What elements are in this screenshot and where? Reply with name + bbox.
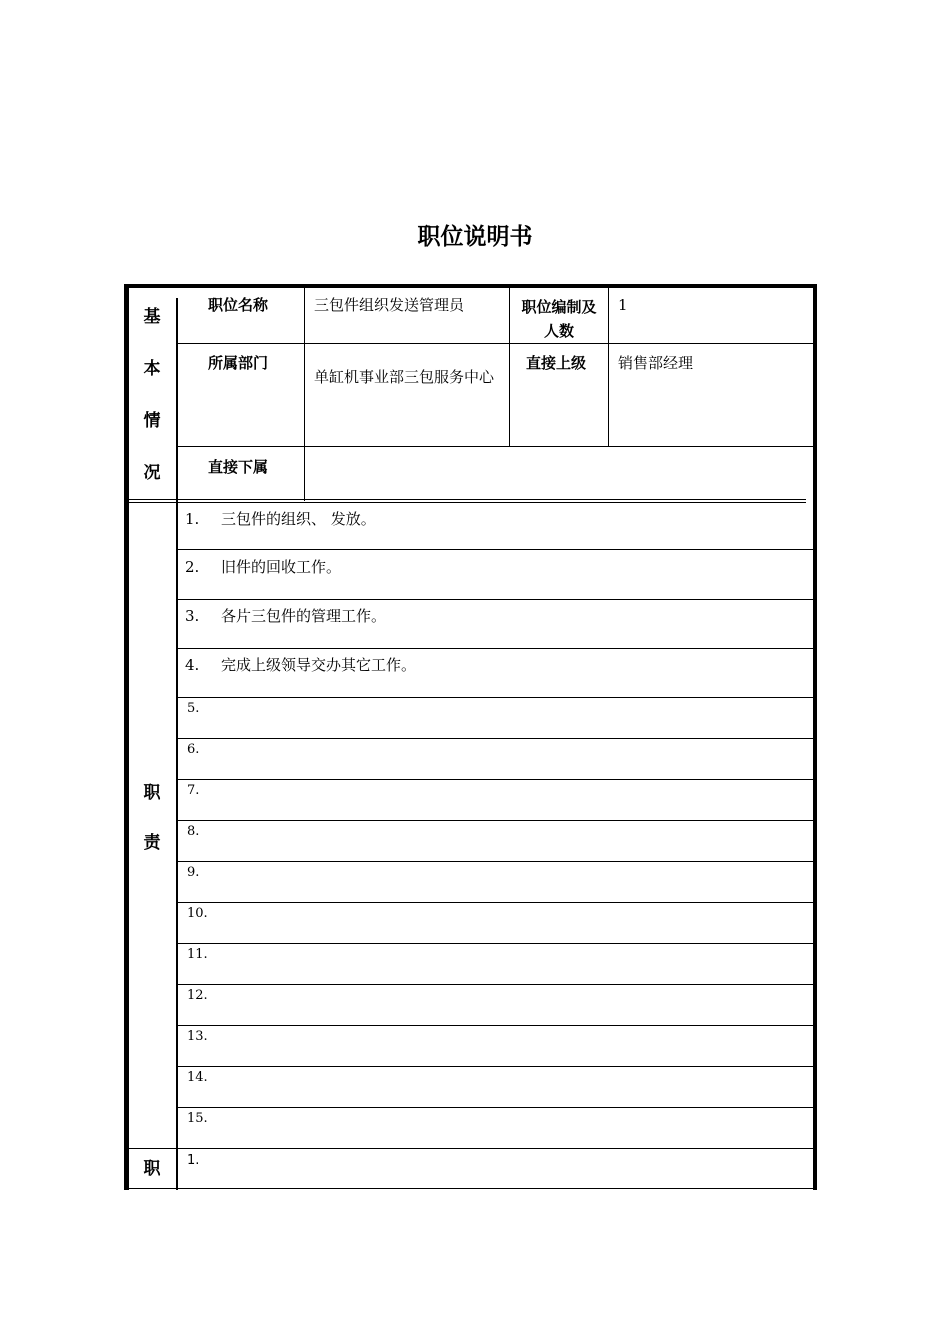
basic-col-divider-2 <box>509 288 510 447</box>
duty-number: 15. <box>187 1111 208 1126</box>
label-column-divider <box>176 298 178 1190</box>
duty-divider <box>177 648 813 649</box>
document-title: 职位说明书 <box>417 224 533 250</box>
position-name-value: 三包件组织发送管理员 <box>314 296 465 314</box>
department-label: 所属部门 <box>208 354 269 372</box>
side-char: 职 <box>143 783 161 803</box>
next-section-label: 职 <box>143 1159 161 1179</box>
department-value: 单缸机事业部三包服务中心 <box>314 368 495 386</box>
duty-number: 2. <box>185 558 200 576</box>
table-left-border <box>124 284 129 1190</box>
superior-label: 直接上级 <box>526 354 587 372</box>
headcount-value: 1 <box>618 296 628 314</box>
duty-divider <box>177 549 813 550</box>
duty-item <box>185 605 386 626</box>
subordinate-label: 直接下属 <box>208 458 269 476</box>
duty-number: 8. <box>187 824 200 839</box>
duty-number: 12. <box>187 988 208 1003</box>
duty-divider <box>177 1066 813 1067</box>
duty-number: 13. <box>187 1029 208 1044</box>
next-section-first-item: 1. <box>187 1153 200 1168</box>
section-divider-a <box>129 499 806 500</box>
duty-number: 5. <box>187 701 200 716</box>
duty-number: 11. <box>187 947 208 962</box>
job-description-table <box>124 284 817 1190</box>
duty-item <box>185 508 376 529</box>
duty-number: 4. <box>185 656 200 674</box>
side-char: 况 <box>143 463 161 483</box>
section-divider-next <box>129 1148 813 1149</box>
duty-text: 三包件的组织、 发放。 <box>221 510 376 528</box>
duty-text: 各片三包件的管理工作。 <box>221 607 387 625</box>
position-name-label: 职位名称 <box>208 296 269 314</box>
side-char: 责 <box>143 833 161 853</box>
section-divider-b <box>129 502 806 503</box>
duty-divider <box>177 902 813 903</box>
duty-number: 9. <box>187 865 200 880</box>
side-char: 本 <box>143 359 161 379</box>
duty-divider <box>177 1025 813 1026</box>
duty-divider <box>177 820 813 821</box>
basic-col-divider-1 <box>304 288 305 501</box>
duty-divider <box>177 697 813 698</box>
basic-col-divider-3 <box>608 288 609 447</box>
duty-item <box>185 556 341 577</box>
duties-section-label <box>134 778 170 878</box>
duty-text: 旧件的回收工作。 <box>221 558 342 576</box>
table-top-border <box>124 284 817 288</box>
duty-divider <box>177 779 813 780</box>
duty-item <box>185 654 416 675</box>
basic-row-line-1 <box>177 343 813 344</box>
duty-divider <box>177 599 813 600</box>
duty-number: 14. <box>187 1070 208 1085</box>
duty-number: 3. <box>185 607 200 625</box>
duty-number: 1. <box>185 510 200 528</box>
table-right-border <box>813 284 817 1190</box>
duty-divider <box>177 1107 813 1108</box>
basic-row-line-2 <box>177 446 813 447</box>
duty-number: 10. <box>187 906 208 921</box>
side-char: 情 <box>143 411 161 431</box>
duty-text: 完成上级领导交办其它工作。 <box>221 656 417 674</box>
table-bottom-line <box>129 1188 813 1189</box>
duty-divider <box>177 984 813 985</box>
duty-divider <box>177 738 813 739</box>
side-char: 基 <box>143 307 161 327</box>
headcount-label: 职位编制及人数 <box>521 298 597 340</box>
duty-divider <box>177 943 813 944</box>
duty-number: 6. <box>187 742 200 757</box>
duty-divider <box>177 861 813 862</box>
superior-value: 销售部经理 <box>618 354 694 372</box>
basic-section-label <box>134 302 170 510</box>
duty-number: 7. <box>187 783 200 798</box>
